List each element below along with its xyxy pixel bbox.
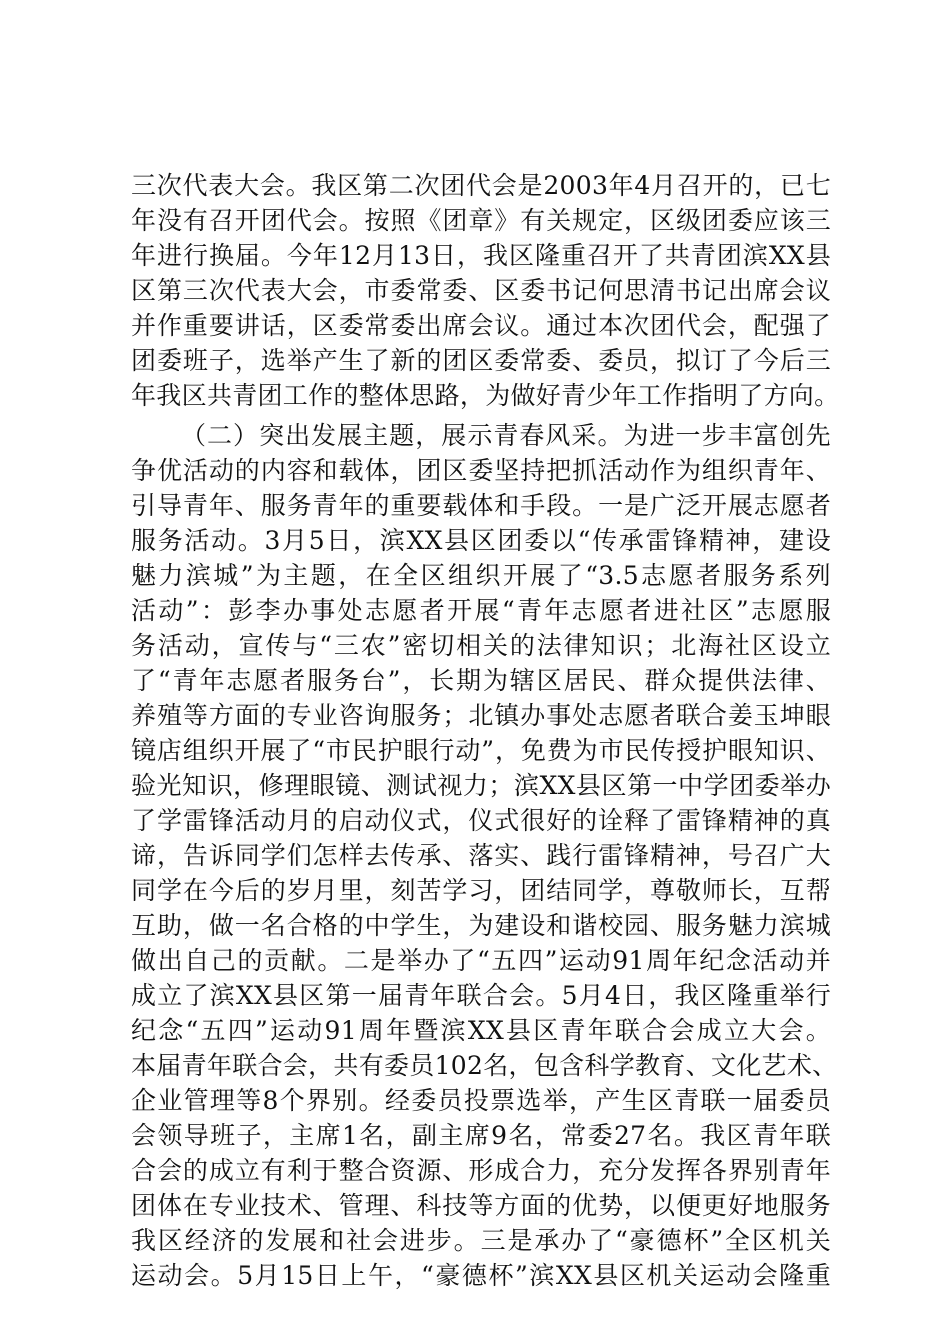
text-line: 务活动，宣传与“三农”密切相关的法律知识；北海社区设立 bbox=[131, 631, 831, 660]
text-line: 谛，告诉同学们怎样去传承、落实、践行雷锋精神，号召广大 bbox=[131, 841, 831, 870]
text-line: 互助，做一名合格的中学生，为建设和谐校园、服务魅力滨城 bbox=[131, 911, 831, 940]
text-line: 年进行换届。今年12月13日，我区隆重召开了共青团滨XX县 bbox=[131, 241, 831, 270]
text-line: 三次代表大会。我区第二次团代会是2003年4月召开的，已七 bbox=[131, 171, 831, 200]
text-line: （二）突出发展主题，展示青春风采。为进一步丰富创先 bbox=[181, 421, 831, 450]
text-line: 魅力滨城”为主题，在全区组织开展了“3.5志愿者服务系列 bbox=[131, 561, 831, 590]
text-line: 了“青年志愿者服务台”，长期为辖区居民、群众提供法律、 bbox=[131, 666, 831, 695]
paragraph-1 bbox=[131, 168, 840, 413]
text-line: 成立了滨XX县区第一届青年联合会。5月4日，我区隆重举行 bbox=[131, 981, 831, 1010]
text-line: 年我区共青团工作的整体思路，为做好青少年工作指明了方向。 bbox=[131, 381, 840, 410]
text-line: 纪念“五四”运动91周年暨滨XX县区青年联合会成立大会。 bbox=[131, 1016, 831, 1045]
text-line: 了学雷锋活动月的启动仪式，仪式很好的诠释了雷锋精神的真 bbox=[131, 806, 831, 835]
text-line: 验光知识，修理眼镜、测试视力；滨XX县区第一中学团委举办 bbox=[131, 771, 831, 800]
text-line: 服务活动。3月5日，滨XX县区团委以“传承雷锋精神，建设 bbox=[131, 526, 831, 555]
text-line: 年没有召开团代会。按照《团章》有关规定，区级团委应该三 bbox=[131, 206, 831, 235]
paragraph-2 bbox=[131, 418, 838, 1293]
text-line: 运动会。5月15日上午，“豪德杯”滨XX县区机关运动会隆重 bbox=[131, 1261, 831, 1290]
text-line: 企业管理等8个界别。经委员投票选举，产生区青联一届委员 bbox=[131, 1086, 831, 1115]
text-line: 我区经济的发展和社会进步。三是承办了“豪德杯”全区机关 bbox=[131, 1226, 831, 1255]
text-line: 团委班子，选举产生了新的团区委常委、委员，拟订了今后三 bbox=[131, 346, 831, 375]
text-line: 争优活动的内容和载体，团区委坚持把抓活动作为组织青年、 bbox=[131, 456, 831, 485]
text-line: 本届青年联合会，共有委员102名，包含科学教育、文化艺术、 bbox=[131, 1051, 838, 1080]
text-line: 做出自己的贡献。二是举办了“五四”运动91周年纪念活动并 bbox=[131, 946, 831, 975]
text-line: 团体在专业技术、管理、科技等方面的优势，以便更好地服务 bbox=[131, 1191, 831, 1220]
text-line: 会领导班子，主席1名，副主席9名，常委27名。我区青年联 bbox=[131, 1121, 831, 1150]
text-line: 活动”：彭李办事处志愿者开展“青年志愿者进社区”志愿服 bbox=[131, 596, 831, 625]
text-line: 养殖等方面的专业咨询服务；北镇办事处志愿者联合姜玉坤眼 bbox=[131, 701, 831, 730]
text-line: 区第三次代表大会，市委常委、区委书记何思清书记出席会议 bbox=[131, 276, 831, 305]
text-line: 同学在今后的岁月里，刻苦学习，团结同学，尊敬师长，互帮 bbox=[131, 876, 831, 905]
text-line: 并作重要讲话，区委常委出席会议。通过本次团代会，配强了 bbox=[131, 311, 831, 340]
text-line: 镜店组织开展了“市民护眼行动”，免费为市民传授护眼知识、 bbox=[131, 736, 831, 765]
text-line: 引导青年、服务青年的重要载体和手段。一是广泛开展志愿者 bbox=[131, 491, 831, 520]
text-line: 合会的成立有利于整合资源、形成合力，充分发挥各界别青年 bbox=[131, 1156, 831, 1185]
